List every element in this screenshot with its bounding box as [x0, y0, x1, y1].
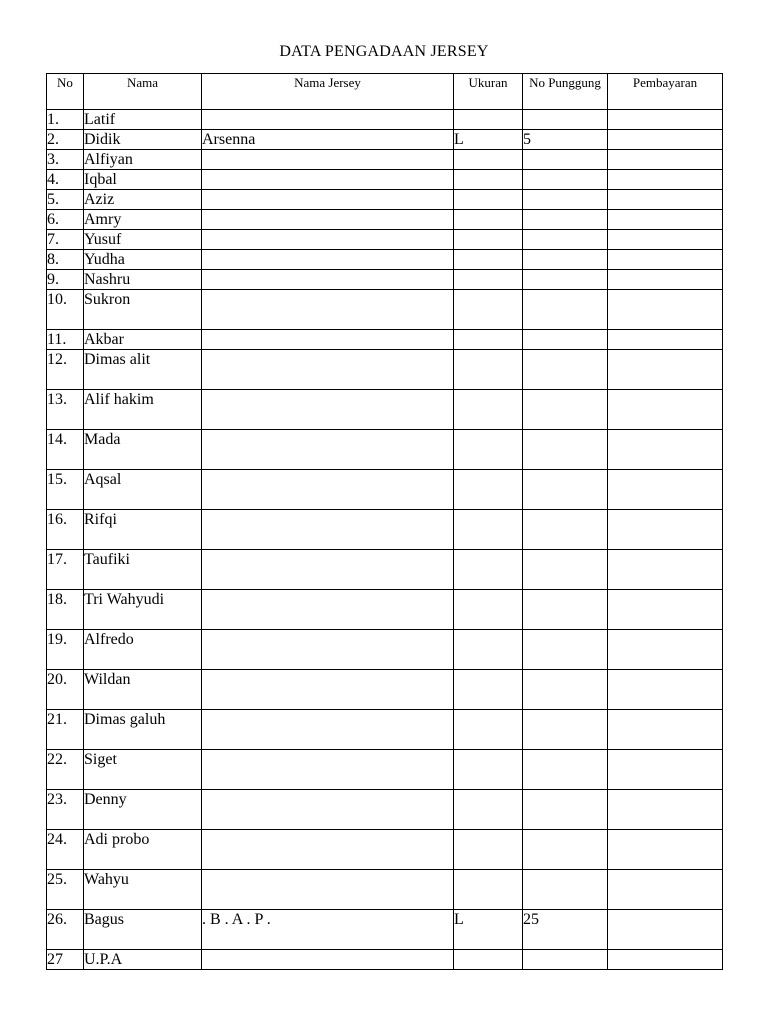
cell-nama	[84, 630, 202, 670]
table-row	[47, 470, 723, 510]
cell-nama-text: Denny	[84, 791, 127, 808]
cell-nama	[84, 910, 202, 950]
cell-no-punggung	[523, 330, 608, 350]
cell-no-text: 20.	[47, 671, 67, 688]
cell-no	[47, 670, 84, 710]
cell-no	[47, 290, 84, 330]
cell-nama-text: Siget	[84, 751, 117, 768]
cell-ukuran	[454, 210, 523, 230]
cell-nama-text: Adi probo	[84, 831, 150, 848]
cell-nama-text: Mada	[84, 431, 121, 448]
cell-no-punggung	[523, 910, 608, 950]
cell-no	[47, 110, 84, 130]
cell-ukuran	[454, 230, 523, 250]
cell-ukuran	[454, 870, 523, 910]
cell-no-punggung	[523, 270, 608, 290]
cell-nama-jersey	[202, 590, 454, 630]
cell-nama	[84, 150, 202, 170]
cell-no-text: 21.	[47, 711, 67, 728]
cell-nama-jersey	[202, 550, 454, 590]
cell-ukuran	[454, 630, 523, 670]
cell-no-punggung	[523, 170, 608, 190]
cell-ukuran	[454, 190, 523, 210]
cell-nama	[84, 110, 202, 130]
document-title: DATA PENGADAAN JERSEY	[279, 43, 489, 60]
header-ukuran: Ukuran	[454, 74, 523, 110]
cell-ukuran	[454, 390, 523, 430]
table-row	[47, 550, 723, 590]
cell-nama	[84, 830, 202, 870]
cell-nama-jersey	[202, 630, 454, 670]
cell-nama-text: U.P.A	[84, 951, 123, 968]
cell-no-text: 14.	[47, 431, 67, 448]
cell-no	[47, 390, 84, 430]
cell-nama-text: Yudha	[84, 251, 125, 268]
cell-pembayaran	[608, 110, 723, 130]
cell-no-text: 8.	[47, 251, 59, 268]
cell-nama-text: Aqsal	[84, 471, 122, 488]
cell-ukuran	[454, 250, 523, 270]
cell-nama-jersey	[202, 750, 454, 790]
cell-pembayaran	[608, 670, 723, 710]
cell-pembayaran	[608, 550, 723, 590]
cell-no-text: 10.	[47, 291, 67, 308]
header-nama-jersey: Nama Jersey	[202, 74, 454, 110]
cell-ukuran	[454, 270, 523, 290]
cell-nama	[84, 670, 202, 710]
cell-no-punggung	[523, 250, 608, 270]
cell-no-punggung	[523, 550, 608, 590]
cell-no	[47, 710, 84, 750]
cell-no-text: 3.	[47, 151, 59, 168]
cell-pembayaran	[608, 430, 723, 470]
cell-no	[47, 170, 84, 190]
cell-no-text: 18.	[47, 591, 67, 608]
cell-ukuran	[454, 710, 523, 750]
table-row	[47, 110, 723, 130]
cell-nama-jersey	[202, 150, 454, 170]
cell-no	[47, 230, 84, 250]
cell-ukuran	[454, 290, 523, 330]
cell-no-text: 12.	[47, 351, 67, 368]
cell-nama-jersey	[202, 250, 454, 270]
cell-pembayaran	[608, 470, 723, 510]
cell-no-text: 17.	[47, 551, 67, 568]
cell-nama	[84, 390, 202, 430]
cell-nama-text: Latif	[84, 111, 116, 128]
cell-pembayaran	[608, 330, 723, 350]
cell-nama-text: Dimas alit	[84, 351, 151, 368]
cell-no-text: 16.	[47, 511, 67, 528]
cell-no-punggung-text: 5	[523, 131, 531, 148]
cell-pembayaran	[608, 130, 723, 150]
cell-pembayaran	[608, 270, 723, 290]
table-row	[47, 710, 723, 750]
table-row	[47, 390, 723, 430]
cell-ukuran-text: L	[454, 911, 464, 928]
cell-no-text: 5.	[47, 191, 59, 208]
cell-nama-text: Bagus	[84, 911, 124, 928]
cell-nama-jersey	[202, 110, 454, 130]
cell-ukuran	[454, 790, 523, 830]
cell-nama	[84, 430, 202, 470]
cell-no-text: 15.	[47, 471, 67, 488]
cell-no	[47, 210, 84, 230]
cell-no	[47, 470, 84, 510]
cell-no-punggung	[523, 750, 608, 790]
cell-no	[47, 790, 84, 830]
cell-nama	[84, 790, 202, 830]
cell-no-punggung	[523, 290, 608, 330]
cell-nama-jersey	[202, 430, 454, 470]
cell-pembayaran	[608, 250, 723, 270]
cell-ukuran	[454, 330, 523, 350]
cell-pembayaran	[608, 710, 723, 750]
cell-pembayaran	[608, 390, 723, 430]
cell-nama	[84, 710, 202, 750]
cell-pembayaran	[608, 950, 723, 970]
cell-ukuran	[454, 670, 523, 710]
cell-nama	[84, 330, 202, 350]
table-row	[47, 950, 723, 970]
cell-nama-jersey	[202, 230, 454, 250]
cell-no-punggung	[523, 590, 608, 630]
cell-nama	[84, 750, 202, 790]
table-row	[47, 170, 723, 190]
table-row	[47, 590, 723, 630]
cell-ukuran	[454, 350, 523, 390]
cell-nama-text: Amry	[84, 211, 122, 228]
cell-ukuran	[454, 550, 523, 590]
cell-no-text: 11.	[47, 331, 67, 348]
table-header-row	[47, 74, 723, 110]
table-row	[47, 330, 723, 350]
cell-ukuran	[454, 470, 523, 510]
cell-no-text: 22.	[47, 751, 67, 768]
cell-nama	[84, 870, 202, 910]
header-pembayaran: Pembayaran	[608, 74, 723, 110]
cell-nama-jersey	[202, 870, 454, 910]
cell-nama-jersey	[202, 330, 454, 350]
cell-no-text: 13.	[47, 391, 67, 408]
cell-no-punggung	[523, 950, 608, 970]
cell-no-punggung	[523, 830, 608, 870]
cell-nama-jersey	[202, 290, 454, 330]
header-no-punggung: No Punggung	[523, 74, 608, 110]
cell-no-punggung	[523, 110, 608, 130]
cell-nama-jersey-text: Arsenna	[202, 131, 256, 148]
table-row	[47, 670, 723, 710]
cell-pembayaran	[608, 170, 723, 190]
cell-nama-jersey	[202, 830, 454, 870]
table-row	[47, 270, 723, 290]
table-row	[47, 870, 723, 910]
cell-no-punggung	[523, 190, 608, 210]
cell-nama-jersey	[202, 350, 454, 390]
cell-no-punggung	[523, 230, 608, 250]
cell-pembayaran	[608, 190, 723, 210]
cell-nama-text: Tri Wahyudi	[84, 591, 165, 608]
header-nama: Nama	[84, 74, 202, 110]
table-row	[47, 350, 723, 390]
cell-no-punggung	[523, 710, 608, 750]
cell-ukuran	[454, 430, 523, 470]
cell-nama-text: Sukron	[84, 291, 131, 308]
cell-no-punggung	[523, 130, 608, 150]
cell-no-punggung	[523, 790, 608, 830]
cell-nama-text: Alfredo	[84, 631, 134, 648]
cell-no-text: 23.	[47, 791, 67, 808]
cell-nama-jersey	[202, 950, 454, 970]
cell-no	[47, 130, 84, 150]
table-row	[47, 510, 723, 550]
cell-nama-jersey	[202, 510, 454, 550]
cell-no-punggung-text: 25	[523, 911, 539, 928]
cell-nama-text: Wildan	[84, 671, 131, 688]
cell-no-text: 2.	[47, 131, 59, 148]
cell-no-text: 25.	[47, 871, 67, 888]
cell-nama-text: Iqbal	[84, 171, 117, 188]
cell-nama-jersey	[202, 710, 454, 750]
cell-nama	[84, 270, 202, 290]
cell-nama-jersey	[202, 190, 454, 210]
cell-nama-jersey	[202, 170, 454, 190]
cell-no-text: 24.	[47, 831, 67, 848]
cell-nama	[84, 130, 202, 150]
cell-no	[47, 830, 84, 870]
cell-no	[47, 870, 84, 910]
cell-ukuran-text: L	[454, 131, 464, 148]
cell-ukuran	[454, 510, 523, 550]
cell-nama-jersey	[202, 670, 454, 710]
cell-nama-text: Yusuf	[84, 231, 122, 248]
cell-no-punggung	[523, 670, 608, 710]
cell-no	[47, 590, 84, 630]
cell-no	[47, 330, 84, 350]
cell-nama-text: Alif hakim	[84, 391, 154, 408]
cell-no	[47, 630, 84, 670]
cell-nama-jersey	[202, 470, 454, 510]
cell-nama	[84, 950, 202, 970]
cell-pembayaran	[608, 910, 723, 950]
cell-ukuran	[454, 170, 523, 190]
cell-ukuran	[454, 910, 523, 950]
cell-nama-jersey	[202, 210, 454, 230]
cell-nama	[84, 170, 202, 190]
cell-pembayaran	[608, 870, 723, 910]
cell-pembayaran	[608, 630, 723, 670]
cell-nama	[84, 210, 202, 230]
cell-ukuran	[454, 150, 523, 170]
cell-no-punggung	[523, 870, 608, 910]
table-row	[47, 630, 723, 670]
cell-nama-jersey	[202, 270, 454, 290]
cell-nama-jersey	[202, 130, 454, 150]
cell-no	[47, 950, 84, 970]
table-body	[47, 110, 723, 970]
cell-no	[47, 550, 84, 590]
table-row	[47, 910, 723, 950]
cell-no-punggung	[523, 350, 608, 390]
cell-ukuran	[454, 950, 523, 970]
cell-no-punggung	[523, 390, 608, 430]
cell-nama-text: Taufiki	[84, 551, 130, 568]
cell-nama-text: Dimas galuh	[84, 711, 166, 728]
cell-no	[47, 510, 84, 550]
cell-nama	[84, 550, 202, 590]
cell-no-punggung	[523, 430, 608, 470]
cell-nama-jersey	[202, 390, 454, 430]
cell-no-text: 9.	[47, 271, 59, 288]
table-row	[47, 430, 723, 470]
table-row	[47, 130, 723, 150]
cell-pembayaran	[608, 150, 723, 170]
cell-nama-text: Aziz	[84, 191, 115, 208]
cell-no	[47, 350, 84, 390]
cell-no	[47, 250, 84, 270]
cell-nama	[84, 350, 202, 390]
cell-pembayaran	[608, 750, 723, 790]
cell-no	[47, 750, 84, 790]
table-row	[47, 190, 723, 210]
cell-no-text: 27	[47, 951, 63, 968]
cell-no	[47, 910, 84, 950]
cell-no-punggung	[523, 210, 608, 230]
cell-ukuran	[454, 110, 523, 130]
cell-nama	[84, 510, 202, 550]
cell-no	[47, 150, 84, 170]
jersey-table	[46, 73, 723, 970]
table-row	[47, 790, 723, 830]
cell-no-punggung	[523, 470, 608, 510]
cell-nama-text: Akbar	[84, 331, 124, 348]
cell-no-punggung	[523, 510, 608, 550]
table-row	[47, 750, 723, 790]
cell-pembayaran	[608, 510, 723, 550]
cell-nama	[84, 250, 202, 270]
cell-ukuran	[454, 590, 523, 630]
table-row	[47, 290, 723, 330]
cell-ukuran	[454, 130, 523, 150]
cell-nama-text: Rifqi	[84, 511, 117, 528]
cell-nama	[84, 230, 202, 250]
cell-no	[47, 190, 84, 210]
header-no: No	[47, 74, 84, 110]
cell-pembayaran	[608, 590, 723, 630]
cell-pembayaran	[608, 230, 723, 250]
cell-nama	[84, 290, 202, 330]
cell-nama-jersey	[202, 790, 454, 830]
cell-no-text: 6.	[47, 211, 59, 228]
cell-no-text: 1.	[47, 111, 59, 128]
cell-nama-text: Wahyu	[84, 871, 129, 888]
cell-no	[47, 430, 84, 470]
cell-nama	[84, 190, 202, 210]
cell-no-punggung	[523, 630, 608, 670]
cell-no-text: 26.	[47, 911, 67, 928]
cell-nama	[84, 470, 202, 510]
cell-pembayaran	[608, 290, 723, 330]
cell-pembayaran	[608, 350, 723, 390]
table-row	[47, 830, 723, 870]
cell-nama-text: Alfiyan	[84, 151, 133, 168]
cell-ukuran	[454, 750, 523, 790]
cell-pembayaran	[608, 210, 723, 230]
cell-nama	[84, 590, 202, 630]
cell-no-text: 7.	[47, 231, 59, 248]
cell-nama-text: Didik	[84, 131, 121, 148]
cell-no-text: 4.	[47, 171, 59, 188]
table-row	[47, 150, 723, 170]
cell-ukuran	[454, 830, 523, 870]
cell-no	[47, 270, 84, 290]
cell-nama-text: Nashru	[84, 271, 131, 288]
table-row	[47, 230, 723, 250]
cell-nama-jersey	[202, 910, 454, 950]
table-row	[47, 210, 723, 230]
cell-no-punggung	[523, 150, 608, 170]
cell-pembayaran	[608, 830, 723, 870]
table-row	[47, 250, 723, 270]
cell-pembayaran	[608, 790, 723, 830]
cell-nama-jersey-text: . B . A . P .	[202, 911, 271, 928]
cell-no-text: 19.	[47, 631, 67, 648]
